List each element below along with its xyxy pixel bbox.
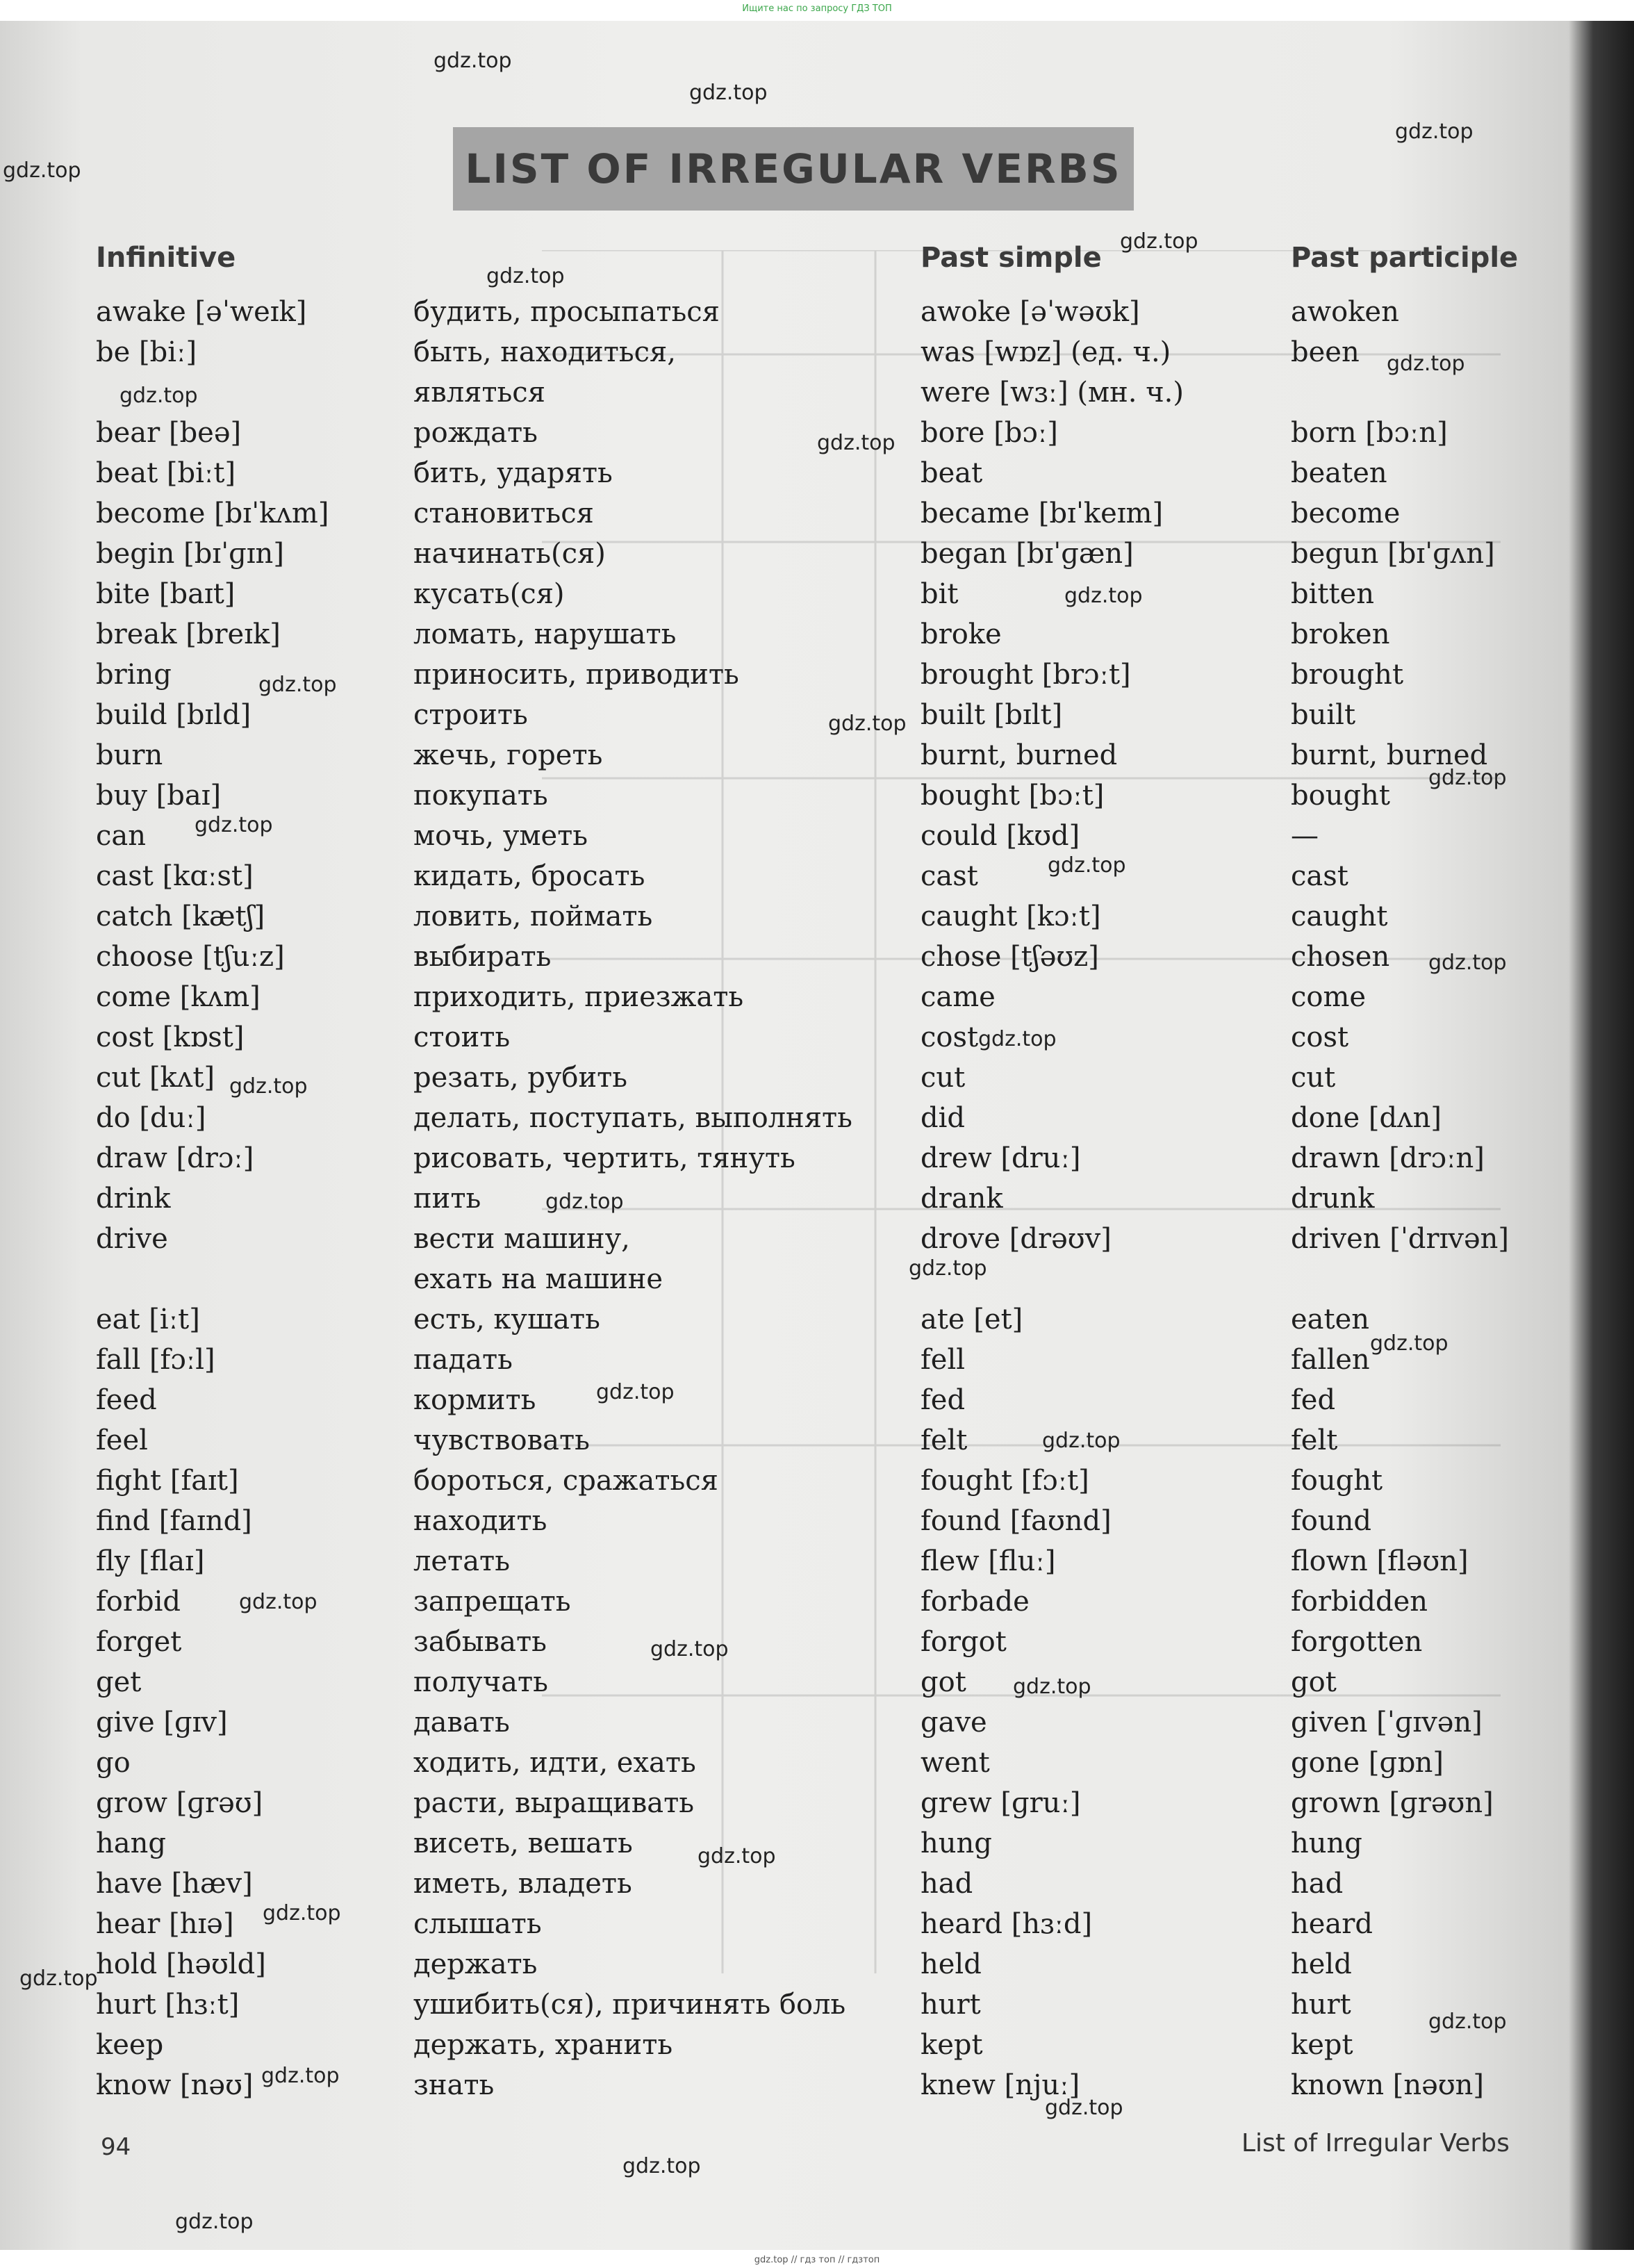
- watermark-text: gdz.top: [1370, 1331, 1449, 1356]
- watermark-text: gdz.top: [689, 81, 768, 105]
- translation-cell: стоить: [413, 1021, 511, 1053]
- past-participle-cell: fought: [1291, 1465, 1383, 1497]
- verb-row: [0, 655, 1634, 695]
- past-simple-cell: did: [921, 1102, 966, 1134]
- header-past-participle: Past participle: [1291, 242, 1519, 274]
- watermark-text: gdz.top: [434, 49, 512, 73]
- past-participle-cell: come: [1291, 981, 1367, 1013]
- verb-row: [0, 1219, 1634, 1299]
- header-past-simple: Past simple: [921, 242, 1102, 274]
- verb-row: [0, 292, 1634, 332]
- watermark-text: gdz.top: [596, 1380, 675, 1404]
- translation-cell: рождать: [413, 417, 538, 449]
- past-participle-cell: cut: [1291, 1062, 1336, 1094]
- infinitive-cell: burn: [96, 739, 163, 771]
- infinitive-cell: catch [kætʃ]: [96, 901, 265, 932]
- past-simple-cell: awoke [əˈwəʊk]: [921, 296, 1140, 328]
- translation-cell: жечь, гореть: [413, 739, 603, 771]
- translation-cell: летать: [413, 1545, 510, 1577]
- watermark-text: gdz.top: [229, 1074, 308, 1099]
- past-simple-cell: drank: [921, 1183, 1003, 1215]
- past-participle-cell: fallen: [1291, 1344, 1370, 1376]
- infinitive-cell: choose [tʃuːz]: [96, 941, 285, 973]
- translation-cell: висеть, вешать: [413, 1827, 633, 1859]
- verb-row: [0, 1823, 1634, 1864]
- past-participle-cell: bitten: [1291, 578, 1374, 610]
- translation-cell: рисовать, чертить, тянуть: [413, 1142, 795, 1174]
- past-simple-cell: chose [tʃəʊz]: [921, 941, 1099, 973]
- header-infinitive: Infinitive: [96, 242, 236, 274]
- infinitive-cell: fly [flaɪ]: [96, 1545, 205, 1577]
- infinitive-cell: feed: [96, 1384, 157, 1416]
- past-participle-cell: grown [ɡrəʊn]: [1291, 1787, 1494, 1819]
- verb-row: [0, 1622, 1634, 1662]
- past-simple-cell-continued: were [wɜː] (мн. ч.): [921, 377, 1184, 409]
- infinitive-cell: be [biː]: [96, 336, 197, 368]
- running-title: List of Irregular Verbs: [1241, 2129, 1510, 2158]
- translation-cell: держать: [413, 1948, 538, 1980]
- watermark-text: gdz.top: [1013, 1675, 1091, 1699]
- past-simple-cell: hung: [921, 1827, 992, 1859]
- infinitive-cell: know [nəʊ]: [96, 2069, 254, 2101]
- past-simple-cell: got: [921, 1666, 966, 1698]
- watermark-text: gdz.top: [1048, 853, 1126, 878]
- page-title: LIST OF IRREGULAR VERBS: [453, 127, 1134, 211]
- verb-row: [0, 493, 1634, 534]
- infinitive-cell: fall [fɔːl]: [96, 1344, 215, 1376]
- infinitive-cell: hurt [hɜːt]: [96, 1989, 240, 2021]
- verb-row: [0, 1420, 1634, 1461]
- past-participle-cell: beaten: [1291, 457, 1387, 489]
- translation-cell: кидать, бросать: [413, 860, 645, 892]
- past-simple-cell: beat: [921, 457, 983, 489]
- verb-row: [0, 896, 1634, 937]
- watermark-text: gdz.top: [261, 2064, 340, 2088]
- past-simple-cell: caught [kɔːt]: [921, 901, 1101, 932]
- translation-cell: знать: [413, 2069, 495, 2101]
- past-simple-cell: had: [921, 1868, 973, 1900]
- watermark-text: gdz.top: [978, 1027, 1057, 1051]
- past-participle-cell: —: [1291, 820, 1319, 852]
- watermark-text: gdz.top: [698, 1844, 776, 1868]
- infinitive-cell: do [duː]: [96, 1102, 206, 1134]
- watermark-text: gdz.top: [1045, 2096, 1123, 2120]
- past-simple-cell: grew [ɡruː]: [921, 1787, 1081, 1819]
- past-simple-cell: hurt: [921, 1989, 981, 2021]
- past-participle-cell: gone [ɡɒn]: [1291, 1747, 1444, 1779]
- verb-row: [0, 1702, 1634, 1743]
- verb-row: [0, 1501, 1634, 1541]
- past-simple-cell: burnt, burned: [921, 739, 1118, 771]
- verb-row: [0, 1138, 1634, 1178]
- past-participle-cell: cast: [1291, 860, 1348, 892]
- past-simple-cell: built [bɪlt]: [921, 699, 1063, 731]
- verb-row: [0, 1017, 1634, 1058]
- past-simple-cell: ate [et]: [921, 1304, 1023, 1336]
- past-participle-cell: cost: [1291, 1021, 1349, 1053]
- translation-cell: делать, поступать, выполнять: [413, 1102, 852, 1134]
- past-participle-cell: brought: [1291, 659, 1404, 691]
- infinitive-cell: cut [kʌt]: [96, 1062, 215, 1094]
- infinitive-cell: get: [96, 1666, 142, 1698]
- past-participle-cell: become: [1291, 498, 1401, 529]
- translation-cell: давать: [413, 1707, 510, 1739]
- past-simple-cell: bought [bɔːt]: [921, 780, 1105, 812]
- translation-cell: бороться, сражаться: [413, 1465, 718, 1497]
- past-simple-cell: fed: [921, 1384, 966, 1416]
- infinitive-cell: hear [hɪə]: [96, 1908, 234, 1940]
- watermark-text: gdz.top: [119, 384, 198, 408]
- infinitive-cell: forbid: [96, 1586, 181, 1618]
- past-simple-cell: bit: [921, 578, 959, 610]
- watermark-text: gdz.top: [263, 1901, 341, 1925]
- verb-row: [0, 1380, 1634, 1420]
- past-participle-cell: flown [fləʊn]: [1291, 1545, 1469, 1577]
- watermark-text: gdz.top: [1064, 584, 1143, 608]
- past-participle-cell: done [dʌn]: [1291, 1102, 1442, 1134]
- past-simple-cell: knew [njuː]: [921, 2069, 1080, 2101]
- watermark-text: gdz.top: [195, 813, 273, 837]
- infinitive-cell: hold [həʊld]: [96, 1948, 266, 1980]
- past-simple-cell: kept: [921, 2029, 983, 2061]
- past-participle-cell: felt: [1291, 1424, 1338, 1456]
- translation-cell: пить: [413, 1183, 481, 1215]
- translation-cell: начинать(ся): [413, 538, 606, 570]
- verb-row: [0, 2025, 1634, 2065]
- past-participle-cell: held: [1291, 1948, 1352, 1980]
- past-simple-cell: felt: [921, 1424, 968, 1456]
- past-simple-cell: came: [921, 981, 996, 1013]
- translation-cell: будить, просыпаться: [413, 296, 720, 328]
- past-simple-cell: bore [bɔː]: [921, 417, 1058, 449]
- verb-row: [0, 937, 1634, 977]
- past-simple-cell: broke: [921, 618, 1002, 650]
- translation-cell: кормить: [413, 1384, 536, 1416]
- verb-row: [0, 614, 1634, 655]
- translation-cell: вести машину,: [413, 1223, 630, 1255]
- past-participle-cell: got: [1291, 1666, 1337, 1698]
- watermark-text: gdz.top: [258, 673, 337, 697]
- past-participle-cell: given [ˈɡɪvən]: [1291, 1707, 1483, 1739]
- translation-cell: забывать: [413, 1626, 547, 1658]
- verb-row: [0, 1904, 1634, 1944]
- past-simple-cell: flew [fluː]: [921, 1545, 1056, 1577]
- infinitive-cell: buy [baɪ]: [96, 780, 222, 812]
- past-participle-cell: awoken: [1291, 296, 1399, 328]
- translation-cell: приходить, приезжать: [413, 981, 744, 1013]
- verb-row: [0, 1783, 1634, 1823]
- infinitive-cell: forget: [96, 1626, 182, 1658]
- watermark-text: gdz.top: [622, 2154, 701, 2178]
- past-participle-cell: hung: [1291, 1827, 1362, 1859]
- past-participle-cell: forgotten: [1291, 1626, 1423, 1658]
- infinitive-cell: awake [əˈweɪk]: [96, 296, 307, 328]
- past-simple-cell: began [bɪˈɡæn]: [921, 538, 1134, 570]
- watermark-text: gdz.top: [1120, 229, 1198, 254]
- past-participle-cell: drunk: [1291, 1183, 1375, 1215]
- translation-cell: покупать: [413, 780, 548, 812]
- past-participle-cell: driven [ˈdrɪvən]: [1291, 1223, 1510, 1255]
- verb-row: [0, 534, 1634, 574]
- past-participle-cell: drawn [drɔːn]: [1291, 1142, 1485, 1174]
- bottom-notice: gdz.top // гдз топ // гдзтоп: [754, 2255, 880, 2265]
- translation-cell: становиться: [413, 498, 594, 529]
- watermark-text: gdz.top: [239, 1590, 317, 1614]
- watermark-text: gdz.top: [1428, 2010, 1507, 2034]
- watermark-text: gdz.top: [19, 1966, 98, 1991]
- watermark-text: gdz.top: [828, 712, 907, 736]
- infinitive-cell: grow [ɡrəʊ]: [96, 1787, 263, 1819]
- verb-row: [0, 1178, 1634, 1219]
- infinitive-cell: give [ɡɪv]: [96, 1707, 228, 1739]
- infinitive-cell: eat [iːt]: [96, 1304, 200, 1336]
- watermark-text: gdz.top: [650, 1637, 729, 1661]
- translation-cell: ушибить(ся), причинять боль: [413, 1989, 846, 2021]
- infinitive-cell: find [faɪnd]: [96, 1505, 252, 1537]
- past-simple-cell: was [wɒz] (ед. ч.): [921, 336, 1171, 368]
- translation-cell: резать, рубить: [413, 1062, 628, 1094]
- past-simple-cell: fell: [921, 1344, 966, 1376]
- past-simple-cell: heard [hɜːd]: [921, 1908, 1093, 1940]
- translation-cell: запрещать: [413, 1586, 571, 1618]
- past-simple-cell: fought [fɔːt]: [921, 1465, 1089, 1497]
- past-participle-cell: had: [1291, 1868, 1344, 1900]
- past-simple-cell: brought [brɔːt]: [921, 659, 1131, 691]
- translation-cell: быть, находиться,: [413, 336, 676, 368]
- translation-cell-continued: являться: [413, 377, 545, 409]
- infinitive-cell: bring: [96, 659, 172, 691]
- infinitive-cell: have [hæv]: [96, 1868, 253, 1900]
- past-simple-cell: drew [druː]: [921, 1142, 1081, 1174]
- infinitive-cell: keep: [96, 2029, 164, 2061]
- translation-cell: ломать, нарушать: [413, 618, 677, 650]
- past-participle-cell: bought: [1291, 780, 1390, 812]
- past-simple-cell: held: [921, 1948, 982, 1980]
- verb-row: [0, 1743, 1634, 1783]
- verb-table: [0, 292, 1634, 2105]
- past-simple-cell: cost: [921, 1021, 979, 1053]
- infinitive-cell: cost [kɒst]: [96, 1021, 245, 1053]
- infinitive-cell: can: [96, 820, 147, 852]
- infinitive-cell: drive: [96, 1223, 168, 1255]
- page-number: 94: [101, 2133, 131, 2161]
- watermark-text: gdz.top: [1428, 766, 1507, 790]
- translation-cell: находить: [413, 1505, 547, 1537]
- past-participle-cell: been: [1291, 336, 1360, 368]
- watermark-text: gdz.top: [817, 431, 896, 455]
- past-participle-cell: fed: [1291, 1384, 1336, 1416]
- verb-row: [0, 1541, 1634, 1581]
- watermark-text: gdz.top: [1428, 951, 1507, 975]
- translation-cell: получать: [413, 1666, 548, 1698]
- verb-row: [0, 856, 1634, 896]
- translation-cell: мочь, уметь: [413, 820, 588, 852]
- translation-cell: есть, кушать: [413, 1304, 600, 1336]
- infinitive-cell: go: [96, 1747, 131, 1779]
- watermark-text: gdz.top: [486, 264, 565, 288]
- watermark-text: gdz.top: [3, 158, 81, 183]
- verb-row: [0, 1944, 1634, 1984]
- infinitive-cell: break [breɪk]: [96, 618, 281, 650]
- verb-row: [0, 977, 1634, 1017]
- watermark-text: gdz.top: [909, 1256, 987, 1281]
- past-participle-cell: found: [1291, 1505, 1372, 1537]
- translation-cell: бить, ударять: [413, 457, 613, 489]
- past-participle-cell: built: [1291, 699, 1356, 731]
- infinitive-cell: bear [beə]: [96, 417, 242, 449]
- past-participle-cell: forbidden: [1291, 1586, 1428, 1618]
- past-simple-cell: drove [drəʊv]: [921, 1223, 1112, 1255]
- translation-cell: кусать(ся): [413, 578, 565, 610]
- translation-cell: слышать: [413, 1908, 542, 1940]
- verb-row: [0, 453, 1634, 493]
- infinitive-cell: bite [baɪt]: [96, 578, 236, 610]
- translation-cell: приносить, приводить: [413, 659, 739, 691]
- verb-row: [0, 1098, 1634, 1138]
- past-participle-cell: known [nəʊn]: [1291, 2069, 1485, 2101]
- translation-cell: держать, хранить: [413, 2029, 673, 2061]
- verb-row: [0, 1984, 1634, 2025]
- verb-row: [0, 1461, 1634, 1501]
- past-simple-cell: cut: [921, 1062, 966, 1094]
- verb-row: [0, 1662, 1634, 1702]
- watermark-text: gdz.top: [1387, 352, 1465, 376]
- past-simple-cell: forbade: [921, 1586, 1030, 1618]
- infinitive-cell: beat [biːt]: [96, 457, 236, 489]
- past-participle-cell: heard: [1291, 1908, 1373, 1940]
- translation-cell: расти, выращивать: [413, 1787, 695, 1819]
- past-participle-cell: eaten: [1291, 1304, 1370, 1336]
- verb-row: [0, 574, 1634, 614]
- past-simple-cell: gave: [921, 1707, 987, 1739]
- past-participle-cell: hurt: [1291, 1989, 1351, 2021]
- watermark-text: gdz.top: [545, 1190, 624, 1214]
- past-participle-cell: chosen: [1291, 941, 1390, 973]
- past-participle-cell: born [bɔːn]: [1291, 417, 1448, 449]
- translation-cell: падать: [413, 1344, 513, 1376]
- top-notice: Ищите нас по запросу ГДЗ ТОП: [742, 3, 892, 14]
- past-simple-cell: forgot: [921, 1626, 1007, 1658]
- infinitive-cell: drink: [96, 1183, 171, 1215]
- past-participle-cell: burnt, burned: [1291, 739, 1488, 771]
- translation-cell: строить: [413, 699, 528, 731]
- verb-row: [0, 2065, 1634, 2105]
- watermark-text: gdz.top: [1042, 1429, 1121, 1453]
- translation-cell: ходить, идти, ехать: [413, 1747, 696, 1779]
- verb-row: [0, 735, 1634, 775]
- translation-cell: ловить, поймать: [413, 901, 653, 932]
- watermark-text: gdz.top: [175, 2210, 254, 2234]
- past-simple-cell: cast: [921, 860, 978, 892]
- infinitive-cell: feel: [96, 1424, 148, 1456]
- infinitive-cell: begin [bɪˈɡɪn]: [96, 538, 284, 570]
- infinitive-cell: fight [faɪt]: [96, 1465, 239, 1497]
- past-participle-cell: caught: [1291, 901, 1388, 932]
- infinitive-cell: draw [drɔː]: [96, 1142, 254, 1174]
- translation-cell: иметь, владеть: [413, 1868, 632, 1900]
- verb-row: [0, 695, 1634, 735]
- watermark-text: gdz.top: [1395, 120, 1474, 144]
- translation-cell-continued: ехать на машине: [413, 1263, 663, 1295]
- past-participle-cell: broken: [1291, 618, 1390, 650]
- verb-row: [0, 1864, 1634, 1904]
- infinitive-cell: build [bɪld]: [96, 699, 251, 731]
- past-simple-cell: went: [921, 1747, 990, 1779]
- infinitive-cell: cast [kɑːst]: [96, 860, 254, 892]
- past-simple-cell: became [bɪˈkeɪm]: [921, 498, 1164, 529]
- infinitive-cell: hang: [96, 1827, 166, 1859]
- infinitive-cell: become [bɪˈkʌm]: [96, 498, 329, 529]
- translation-cell: чувствовать: [413, 1424, 590, 1456]
- translation-cell: выбирать: [413, 941, 552, 973]
- past-simple-cell: could [kʊd]: [921, 820, 1080, 852]
- past-simple-cell: found [faʊnd]: [921, 1505, 1112, 1537]
- past-participle-cell: begun [bɪˈɡʌn]: [1291, 538, 1495, 570]
- past-participle-cell: kept: [1291, 2029, 1353, 2061]
- infinitive-cell: come [kʌm]: [96, 981, 261, 1013]
- verb-row: [0, 775, 1634, 816]
